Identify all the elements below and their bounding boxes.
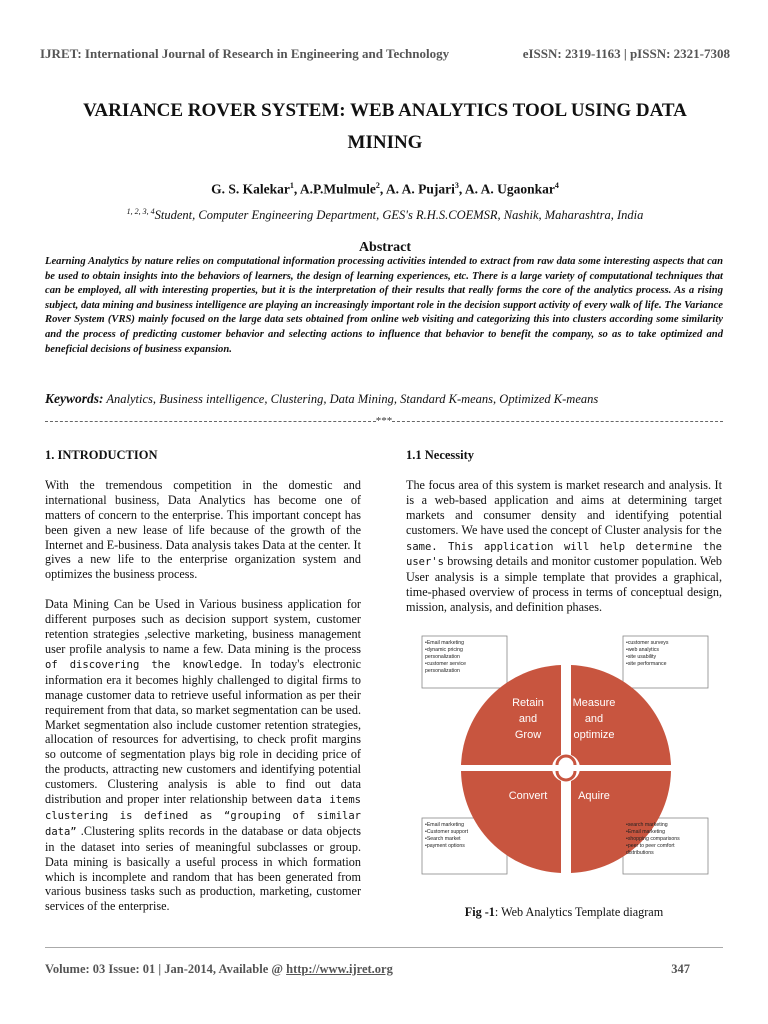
affiliation-text: Student, Computer Engineering Department, GES's R.H.S.COEMSR, Nashik, Maharashtra, India [154,208,644,223]
box-item-tl: personalization [425,668,460,674]
keywords-label: Keywords: [45,391,104,406]
box-item-bl: •Customer support [425,829,469,835]
quadrant-label-tr: optimize [573,729,615,741]
author-2: , A.P.Mulmule [293,181,376,197]
author-3-sup: 3 [454,181,459,190]
quadrant-label-bl: Convert [508,790,548,802]
issn: eISSN: 2319-1163 | pISSN: 2321-7308 [522,46,730,61]
box-item-bl: •Email marketing [425,822,465,828]
title-line-1: VARIANCE ROVER SYSTEM: WEB ANALYTICS TOOL USING DATA [83,100,687,121]
box-item-tr: •site performance [626,661,667,667]
quadrant-label-tl: Grow [514,729,542,741]
box-item-tl: personalization [425,654,460,660]
box-item-bl: •payment options [425,843,465,849]
author-1-sup: 1 [289,181,294,190]
intro-p2-part-e: .Clustering splits records in the database or data objects in the dataset into series of meaningful subclasses or group. Data mining is basically a useful process in which formation which is incomplete and random that has been generated from various business tasks such as production, marketing, customer services of the enterprise. [45,823,361,914]
abstract-heading: Abstract [358,240,412,255]
affiliation [40,207,730,223]
right-column [406,448,722,630]
footer-volume [45,962,393,977]
author-4: , A. A. Ugaonkar [458,181,555,197]
quadrant-label-tl: and [518,713,538,725]
box-item-tr: •customer surveys [626,640,669,646]
figure-caption [406,905,722,920]
intro-paragraph-2 [45,597,361,914]
footer [45,962,690,977]
author-1: G. S. Kalekar [211,181,290,197]
author-3: , A. A. Pujari [379,181,455,197]
box-item-br: distributions [626,850,654,856]
box-item-tl: •dynamic pricing [425,647,463,653]
caption-text: : Web Analytics Template diagram [494,905,664,919]
abstract-text: Learning Analytics by nature relies on computational information processing activities intended to extract from raw data some interesting aspects that can be used to obtain insights into the behaviors of learners, the design of learning experiences, etc. There is a large variety of computational techniques that can be employed, all with interesting properties, but it is the interpretation of their results that really forms the core of the analytics process. As a rising subject, data mining and business intelligence are playing an increasingly important role in the decision support activity of every walk of life. The Variance Rover System (VRS) mainly focused on the large data sets obtained from online web visiting and categorizing this into clusters according some similarity and the process of predicting customer behavior and selecting actions to influence that behavior to benefit the company, so as to take optimized and beneficial decisions of business expansion. [45,256,723,355]
keywords [45,391,725,407]
box-item-br: •shopping comparisons [626,836,680,842]
section-separator [45,415,723,427]
title-line-2: MINING [347,132,423,153]
intro-p2-part-a: Data Mining Can be Used in Various business application for different purposes such as decision support system, customer retention strategies ,selective marketing, business management user profile analysis to name a few. Data mining is the process [45,597,361,656]
box-item-tr: •site usability [626,654,657,660]
web-analytics-figure [412,628,720,896]
left-column [45,448,361,929]
affiliation-sup: 1, 2, 3, 4 [126,207,155,216]
necessity-paragraph [406,478,722,615]
necessity-part-a: The focus area of this system is market research and analysis. It is a web-based application and aims at determining target markets and consumer density and identifying potential customers. We have used the concept of Cluster analysis for [406,477,722,537]
intro-p2-part-b: of discovering the knowledge [45,658,240,671]
box-item-tl: •customer service [425,661,467,667]
necessity-part-c: browsing details and monitor customer population. Web User analysis is a simple template that provides a graphical, time-phased overview of process in terms of conceptual design, mission, analysis, and definition phases. [406,554,722,615]
box-item-bl: •Search market [425,836,461,842]
author-4-sup: 4 [554,181,559,190]
section-heading-introduction: 1. INTRODUCTION [45,448,158,462]
separator-stars: *** [375,415,393,427]
quadrant-label-tr: and [584,713,604,725]
quadrant-label-tl: Retain [512,697,544,709]
center-circle [552,754,580,782]
quadrant-label-tr: Measure [572,697,616,709]
section-heading-necessity: 1.1 Necessity [406,448,475,462]
box-item-br: •Email marketing [626,829,666,835]
box-item-tr: •web analytics [626,647,659,653]
paper-title [40,95,730,159]
running-header [40,46,730,62]
intro-p2-part-d: data items clustering is defined as “grouping of similar data” [45,794,361,838]
keywords-text: Analytics, Business intelligence, Clustering, Data Mining, Standard K-means, Optimized K-means [103,392,599,406]
box-item-br: •search marketing [626,822,668,828]
intro-p2-part-c: . In today's electronic information era it becomes highly challenged to digital firms to manage customer data to retrieve useful information as per their requirement from that data, so market segmentation can be used. Market segmentation also include customer retention strategies, allocation of resources for advertising, to check profit margins so outcome of segmentation plays big role in deciding price of the products, attracting new customers and identifying potential customers. Clustering analysis is able to find out data distribution and proper inter relationship between [45,656,361,807]
box-item-tl: •Email marketing [425,640,465,646]
separator-dash-right [392,421,723,422]
separator-dash-left [45,421,376,422]
footer-link[interactable]: http://www.ijret.org [286,962,393,976]
journal-name: IJRET: International Journal of Research in Engineering and Technology [40,46,450,61]
quadrant-label-br: Aquire [578,790,610,802]
necessity-part-b: the same. This application will help determine the user's [406,524,722,569]
figure-svg [412,628,720,896]
box-item-br: •peer to peer comfort [626,843,675,849]
author-2-sup: 2 [375,181,380,190]
page-number: 347 [671,962,690,976]
intro-paragraph-1: With the tremendous competition in the domestic and international business, Data Analytics has become one of matters of concern to the enterprise. This important concept has been given a new lease of life because of the growth of the Internet and E-business. Data analysis takes Data at the center. It gives a new life to the enterprise organization system and optimizes the business process. [45,477,361,582]
footer-volume-text: Volume: 03 Issue: 01 | Jan-2014, Available @ [45,962,287,976]
caption-label: Fig -1 [464,905,495,919]
footer-rule [45,947,723,948]
author-list [40,181,730,198]
